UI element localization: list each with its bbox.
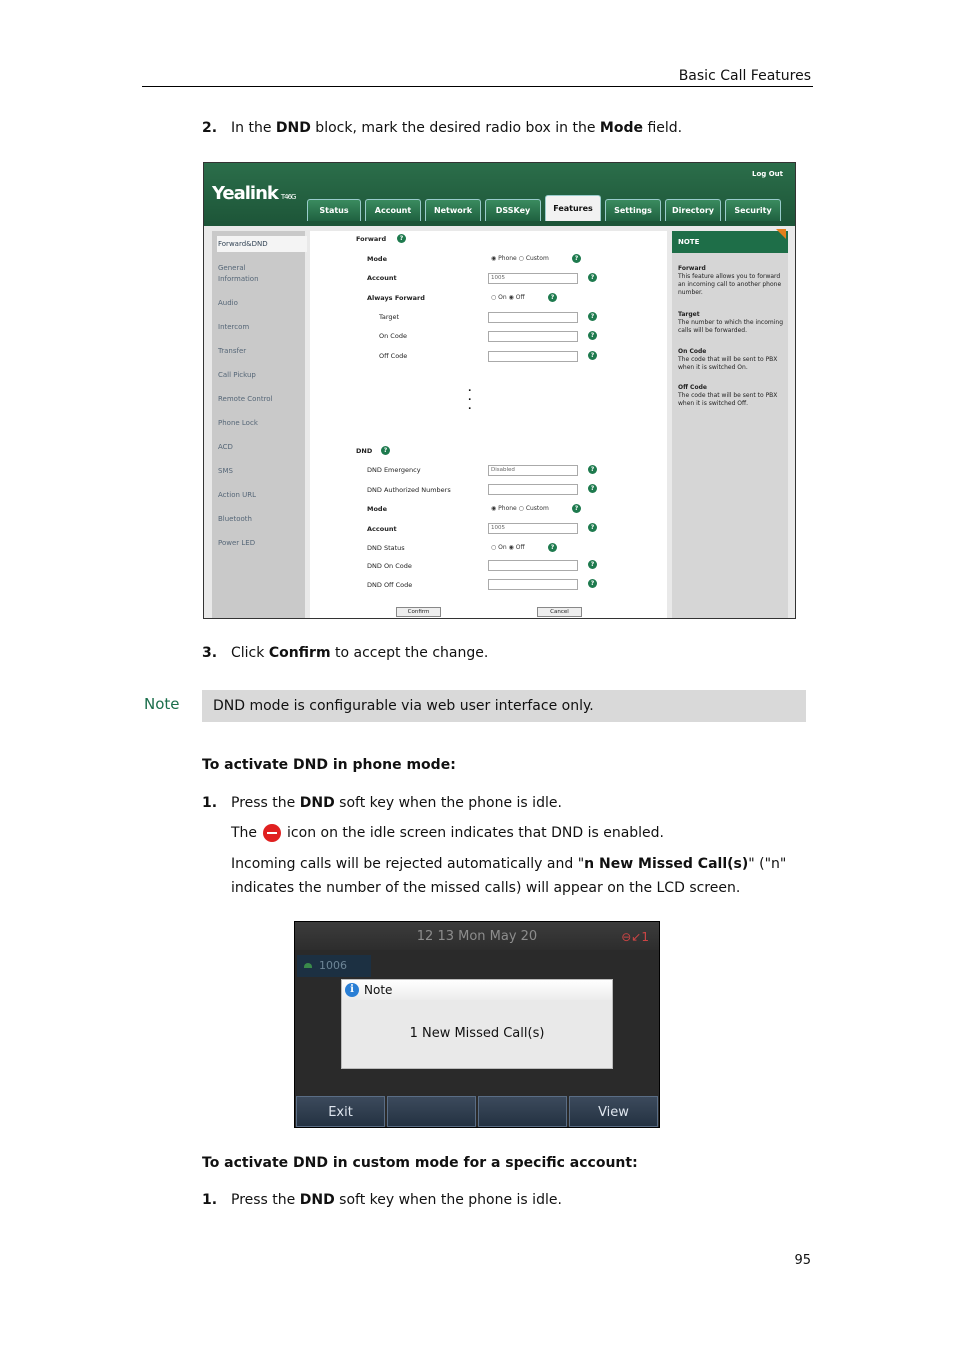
sidebar-item-call-pickup[interactable]: Call Pickup [218,371,256,379]
help-icon[interactable]: ? [588,523,597,532]
always-forward-radios[interactable]: ○ On ◉ Off [491,294,525,301]
yealink-logo: Yealink T46G [212,183,296,204]
softkey-exit[interactable]: Exit [296,1096,385,1127]
help-icon[interactable]: ? [397,234,406,243]
dnd-mode-radios[interactable]: ◉ Phone ○ Custom [491,505,549,512]
note-flag-icon [776,229,786,239]
cancel-button[interactable]: Cancel [537,607,582,617]
tab-directory[interactable]: Directory [665,199,721,221]
off-code-label: Off Code [379,352,408,360]
sidebar-item-information[interactable]: Information [218,275,259,283]
dnd-off-code-label: DND Off Code [367,581,413,589]
dnd-account-select[interactable]: 1005 [488,523,578,534]
help-icon[interactable]: ? [588,351,597,360]
on-code-label: On Code [379,332,407,340]
target-input[interactable] [488,312,578,323]
tab-dsskey[interactable]: DSSKey [485,199,541,221]
sidebar-item-general[interactable]: General [218,264,246,272]
dnd-authorized-input[interactable] [488,484,578,495]
dnd-emergency-select[interactable]: Disabled [488,465,578,476]
lcd-status-bar: 12 13 Mon May 20 [295,922,659,950]
forward-account-select[interactable]: 1005 [488,273,578,284]
forward-mode-radios[interactable]: ◉ Phone ○ Custom [491,255,549,262]
dnd-heading: DND [356,447,373,455]
help-icon[interactable]: ? [588,484,597,493]
incoming-calls-line-1: Incoming calls will be rejected automatically and "n New Missed Call(s)" ("n" [231,856,787,872]
help-icon[interactable]: ? [588,273,597,282]
section-heading-phone-mode: To activate DND in phone mode: [202,757,456,773]
sidebar-item-action-url[interactable]: Action URL [218,491,257,499]
softkey-2[interactable] [387,1096,476,1127]
sidebar-item-phone-lock[interactable]: Phone Lock [218,419,258,427]
forward-account-label: Account [367,274,397,282]
logout-link[interactable]: Log Out [752,170,783,178]
dnd-emergency-label: DND Emergency [367,466,421,474]
ellipsis-dots: . . . [468,384,472,412]
help-icon[interactable]: ? [588,560,597,569]
dnd-mode-label: Mode [367,505,387,513]
page-number: 95 [794,1253,811,1268]
tab-status[interactable]: Status [307,199,361,221]
missed-call-dialog [341,979,613,1069]
help-icon[interactable]: ? [588,312,597,321]
note-forward: Forward This feature allows you to forward an incoming call to another phone number. [678,265,782,296]
dnd-status-radios[interactable]: ○ On ◉ Off [491,544,525,551]
sidebar-item-remote-control[interactable]: Remote Control [218,395,273,403]
section-heading-custom-mode: To activate DND in custom mode for a specific account: [202,1155,638,1171]
web-ui-screenshot [203,162,796,619]
forward-heading: Forward [356,235,387,243]
dnd-icon [263,824,281,842]
sidebar-item-transfer[interactable]: Transfer [218,347,247,355]
help-icon[interactable]: ? [548,293,557,302]
dnd-status-icon: ⊖↙1 [621,930,649,944]
incoming-calls-line-2: indicates the number of the missed calls) will appear on the LCD screen. [231,880,741,896]
running-header: Basic Call Features [678,68,811,84]
note-box: DND mode is configurable via web user interface only. [202,690,806,722]
sidebar-item-audio[interactable]: Audio [218,299,238,307]
help-icon[interactable]: ? [588,579,597,588]
softkey-3[interactable] [478,1096,567,1127]
help-icon[interactable]: ? [588,331,597,340]
off-code-input[interactable] [488,351,578,362]
on-code-input[interactable] [488,331,578,342]
softkey-view[interactable]: View [569,1096,658,1127]
phone-lcd-screenshot [294,921,660,1128]
info-icon: i [345,983,359,997]
tab-network[interactable]: Network [425,199,481,221]
dnd-status-label: DND Status [367,544,405,552]
help-icon[interactable]: ? [588,465,597,474]
note-off-code: Off Code The code that will be sent to PBX when it is switched Off. [678,384,778,407]
dnd-off-code-input[interactable] [488,579,578,590]
help-icon[interactable]: ? [548,543,557,552]
tab-account[interactable]: Account [365,199,421,221]
dnd-authorized-label: DND Authorized Numbers [367,486,451,494]
note-target: Target The number to which the incoming calls will be forwarded. [678,311,784,334]
lcd-account-line: 1006 [297,955,371,977]
sidebar-item-acd[interactable]: ACD [218,443,233,451]
forward-mode-label: Mode [367,255,387,263]
note-on-code: On Code The code that will be sent to PBX when it is switched On. [678,348,778,371]
sidebar-item-intercom[interactable]: Intercom [218,323,250,331]
help-icon[interactable]: ? [572,504,581,513]
tab-settings[interactable]: Settings [605,199,661,221]
header-rule [142,86,813,87]
tab-features[interactable]: Features [545,195,601,221]
sidebar-item-forward-dnd[interactable]: Forward&DND [218,240,268,248]
dnd-on-code-input[interactable] [488,560,578,571]
sidebar-item-power-led[interactable]: Power LED [218,539,256,547]
sidebar-item-sms[interactable]: SMS [218,467,233,475]
dialog-title: Note [342,980,612,1000]
help-icon[interactable]: ? [381,446,390,455]
tab-security[interactable]: Security [725,199,781,221]
dialog-message: 1 New Missed Call(s) [409,1026,545,1041]
note-label: Note [144,695,180,713]
dnd-icon-sentence: The icon on the idle screen indicates that DND is enabled. [231,825,665,841]
dnd-account-label: Account [367,525,397,533]
sidebar-item-bluetooth[interactable]: Bluetooth [218,515,252,523]
note-panel-title: NOTE [672,231,788,253]
help-icon[interactable]: ? [572,254,581,263]
dnd-on-code-label: DND On Code [367,562,412,570]
confirm-button[interactable]: Confirm [396,607,441,617]
target-label: Target [379,313,400,321]
always-forward-label: Always Forward [367,294,425,302]
